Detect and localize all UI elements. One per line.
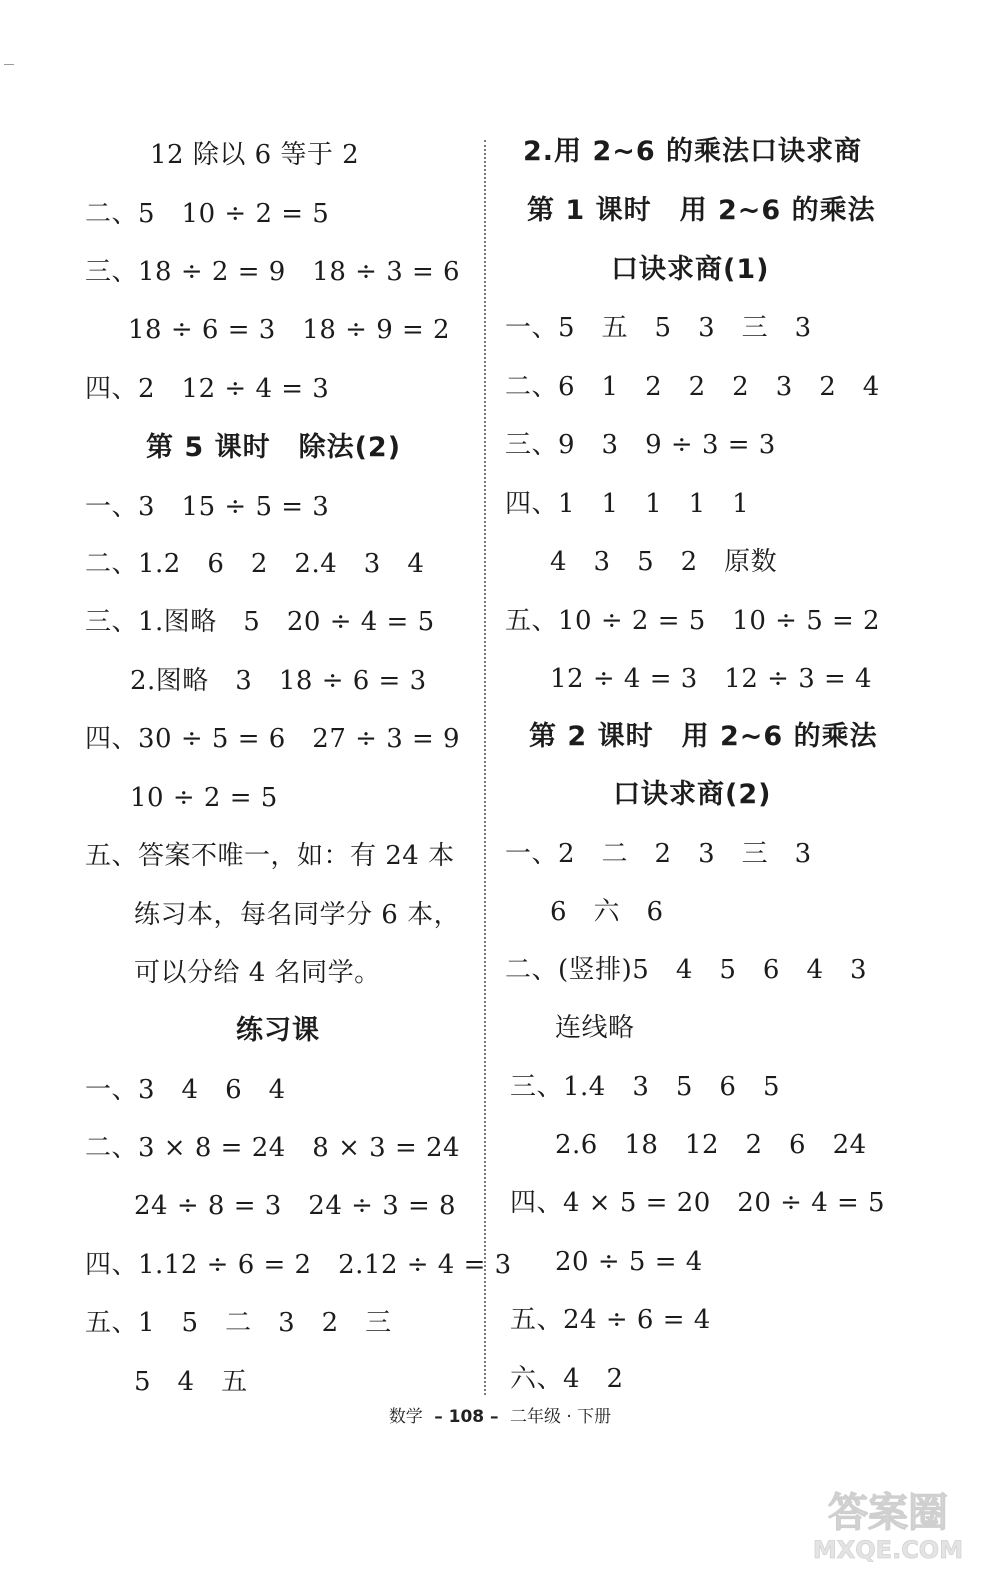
right-line-6: 三、9 3 9 ÷ 3 = 3 (505, 430, 776, 460)
right-line-21: 五、24 ÷ 6 = 4 (510, 1305, 711, 1335)
watermark-bottom-text: MXQE.COM (812, 1536, 964, 1564)
corner-mark (4, 64, 14, 65)
left-line-22: 5 4 五 (134, 1367, 248, 1397)
footer-subject: 数学 (388, 1407, 423, 1427)
left-line-9: 三、1.图略 5 20 ÷ 4 = 5 (85, 607, 435, 637)
left-heading-practice: 练习课 (236, 1015, 320, 1046)
page-number: – 108 – (434, 1407, 499, 1427)
right-line-20: 20 ÷ 5 = 4 (555, 1247, 703, 1277)
right-line-16: 连线略 (555, 1013, 635, 1043)
right-heading-lesson1: 第 1 课时 用 2~6 的乘法 (527, 195, 876, 226)
left-line-12: 10 ÷ 2 = 5 (130, 783, 278, 813)
left-line-21: 五、1 5 二 3 2 三 (85, 1308, 392, 1338)
footer-grade: 二年级 · 下册 (509, 1407, 612, 1427)
right-line-4: 一、5 五 5 3 三 3 (505, 313, 812, 343)
left-line-10: 2.图略 3 18 ÷ 6 = 3 (130, 666, 427, 696)
left-line-5: 四、2 12 ÷ 4 = 3 (85, 374, 330, 404)
right-line-9: 五、10 ÷ 2 = 5 10 ÷ 5 = 2 (505, 606, 881, 636)
column-divider (484, 140, 486, 1395)
right-heading-lesson1-sub: 口诀求商(1) (611, 254, 770, 285)
left-line-14: 练习本，每名同学分 6 本， (134, 900, 461, 930)
watermark-top-text: 答案圈 (828, 1490, 948, 1536)
left-line-13: 五、答案不唯一，如：有 24 本 (85, 841, 455, 871)
left-line-1: 12 除以 6 等于 2 (150, 140, 360, 170)
left-line-4: 18 ÷ 6 = 3 18 ÷ 9 = 2 (128, 315, 451, 345)
right-line-7: 四、1 1 1 1 1 (505, 489, 750, 519)
left-line-17: 一、3 4 6 4 (85, 1075, 286, 1105)
right-heading-section2: 2.用 2~6 的乘法口诀求商 (523, 136, 863, 167)
page-footer (0, 1404, 1000, 1430)
right-line-19: 四、4 × 5 = 20 20 ÷ 4 = 5 (510, 1188, 886, 1218)
watermark-logo (798, 1478, 978, 1568)
left-line-15: 可以分给 4 名同学。 (134, 958, 381, 988)
right-heading-lesson2: 第 2 课时 用 2~6 的乘法 (529, 721, 878, 752)
right-heading-lesson2-sub: 口诀求商(2) (613, 779, 772, 810)
left-line-11: 四、30 ÷ 5 = 6 27 ÷ 3 = 9 (85, 724, 461, 754)
left-heading-lesson5: 第 5 课时 除法(2) (146, 432, 402, 463)
right-line-15: 二、(竖排)5 4 5 6 4 3 (505, 955, 868, 985)
right-line-14: 6 六 6 (550, 897, 664, 927)
left-line-20: 四、1.12 ÷ 6 = 2 2.12 ÷ 4 = 3 (85, 1250, 512, 1280)
left-line-2: 二、5 10 ÷ 2 = 5 (85, 199, 330, 229)
right-line-10: 12 ÷ 4 = 3 12 ÷ 3 = 4 (550, 664, 873, 694)
right-line-22: 六、4 2 (510, 1364, 624, 1394)
left-line-8: 二、1.2 6 2 2.4 3 4 (85, 549, 425, 579)
left-line-3: 三、18 ÷ 2 = 9 18 ÷ 3 = 6 (85, 257, 461, 287)
right-line-8: 4 3 5 2 原数 (550, 547, 778, 577)
right-line-17: 三、1.4 3 5 6 5 (510, 1072, 781, 1102)
left-line-18: 二、3 × 8 = 24 8 × 3 = 24 (85, 1133, 461, 1163)
right-line-13: 一、2 二 2 3 三 3 (505, 839, 812, 869)
left-line-7: 一、3 15 ÷ 5 = 3 (85, 492, 330, 522)
right-line-18: 2.6 18 12 2 6 24 (555, 1130, 867, 1160)
right-line-5: 二、6 1 2 2 2 3 2 4 (505, 372, 880, 402)
left-line-19: 24 ÷ 8 = 3 24 ÷ 3 = 8 (134, 1191, 457, 1221)
